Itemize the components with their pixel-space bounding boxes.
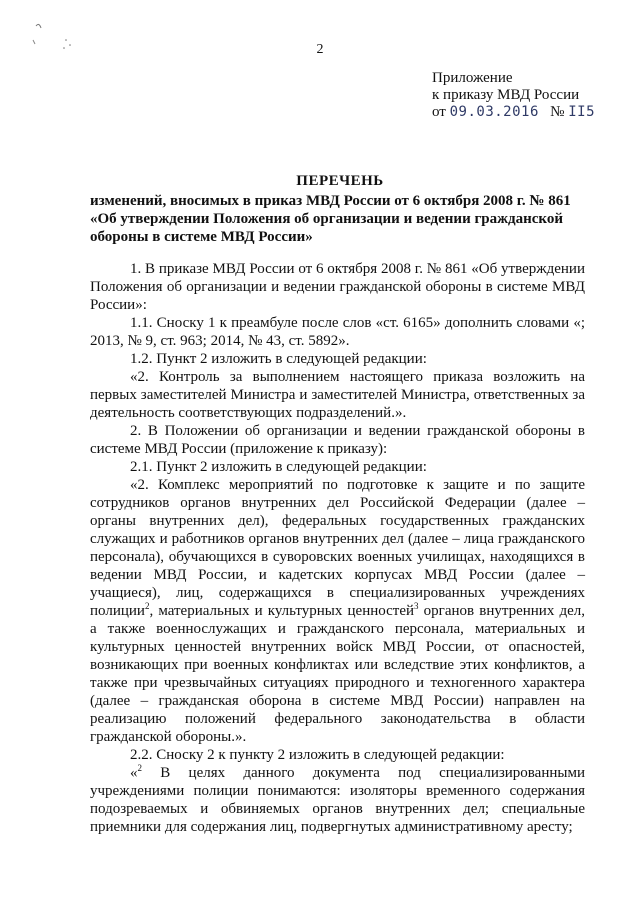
paragraph-2-1: 2.1. Пункт 2 изложить в следующей редакции:: [130, 459, 427, 475]
quote-open: «: [130, 765, 138, 781]
paragraph-2-1-text: [90, 476, 585, 746]
date-prefix: от: [432, 104, 446, 120]
approval-stamp: [432, 70, 595, 121]
footnote-mark-2: 2: [137, 763, 142, 773]
paragraph-2: 2. В Положении об организации и ведении гражданской обороны в системе МВД России (приложение к приказу):: [90, 423, 585, 457]
paragraph-1-1: 1.1. Сноску 1 к преамбуле после слов «ст. 6165» дополнить словами «; 2013, № 9, ст. 963; 2014, № 43, ст. 5892».: [90, 315, 585, 349]
paragraph-2-2: 2.2. Сноску 2 к пункту 2 изложить в следующей редакции:: [130, 747, 505, 763]
paragraph-2-2-text: [90, 764, 585, 836]
title-line-1: изменений, вносимых в приказ МВД России от 6 октября 2008 г. № 861: [90, 193, 571, 209]
document-body: [90, 260, 585, 836]
footnote-ref-2: 2: [144, 601, 150, 611]
paragraph-2-1-text-c: органов внутренних дел, а также военнослужащих и гражданского персонала, материальных и культурных ценностей внутренних войск МВД России, от опасностей, возникающих при военных конфликтах или вследствие этих конфликтов, а также при чрезвычайных ситуациях природного и техногенного характера (далее – гражданская оборона в системе МВД России) направлен на реализацию положений федерального законодательства в области гражданской обороны.».: [90, 603, 585, 745]
number-prefix: №: [550, 104, 565, 120]
handwritten-number: II5: [568, 104, 596, 120]
paragraph-1-2: 1.2. Пункт 2 изложить в следующей редакции:: [130, 351, 427, 367]
paragraph-2-1-text-b: , материальных и культурных ценностей: [149, 603, 415, 619]
title-line-2: «Об утверждении Положения об организации и ведении гражданской: [90, 211, 563, 227]
paragraph-2-1-text-a: «2. Комплекс мероприятий по подготовке к защите и по защите сотрудников органов внутренних дел Российской Федерации (далее – органы внутренних дел), федеральных государственных гражданских служащих и работников органов внутренних дел (далее – лица гражданского персонала), обучающихся в суворовских военных училищах, находящихся в ведении МВД России, и кадетских корпусах МВД России (далее – учащиеся), лиц, содержащихся в специализированных учреждениях полиции: [90, 477, 585, 619]
approval-line-2: к приказу МВД России: [432, 87, 580, 103]
approval-line-1: Приложение: [432, 70, 513, 86]
paragraph-1-2-text: «2. Контроль за выполнением настоящего приказа возложить на первых заместителей Министра и заместителей Министра, ответственных за деятельность соответствующих подразделений.».: [90, 369, 585, 421]
approval-date-line: [432, 104, 595, 121]
page-number: 2: [316, 42, 324, 57]
paragraph-1: 1. В приказе МВД России от 6 октября 2008 г. № 861 «Об утверждении Положения об организации и ведении гражданской обороны в системе МВД России»:: [90, 261, 585, 313]
handwritten-date: 09.03.2016: [449, 104, 539, 120]
title-line-3: обороны в системе МВД России»: [90, 229, 313, 245]
footnote-ref-3: 3: [414, 601, 419, 611]
title-heading: ПЕРЕЧЕНЬ: [296, 173, 384, 189]
document-title: [90, 172, 590, 246]
footnote-2-text: В целях данного документа под специализированными учреждениями полиции понимаются: изоляторы временного содержания подозреваемых и обвиняемых органов внутренних дел; специальные приемники для содержания лиц, подвергнутых административному аресту;: [90, 765, 585, 835]
